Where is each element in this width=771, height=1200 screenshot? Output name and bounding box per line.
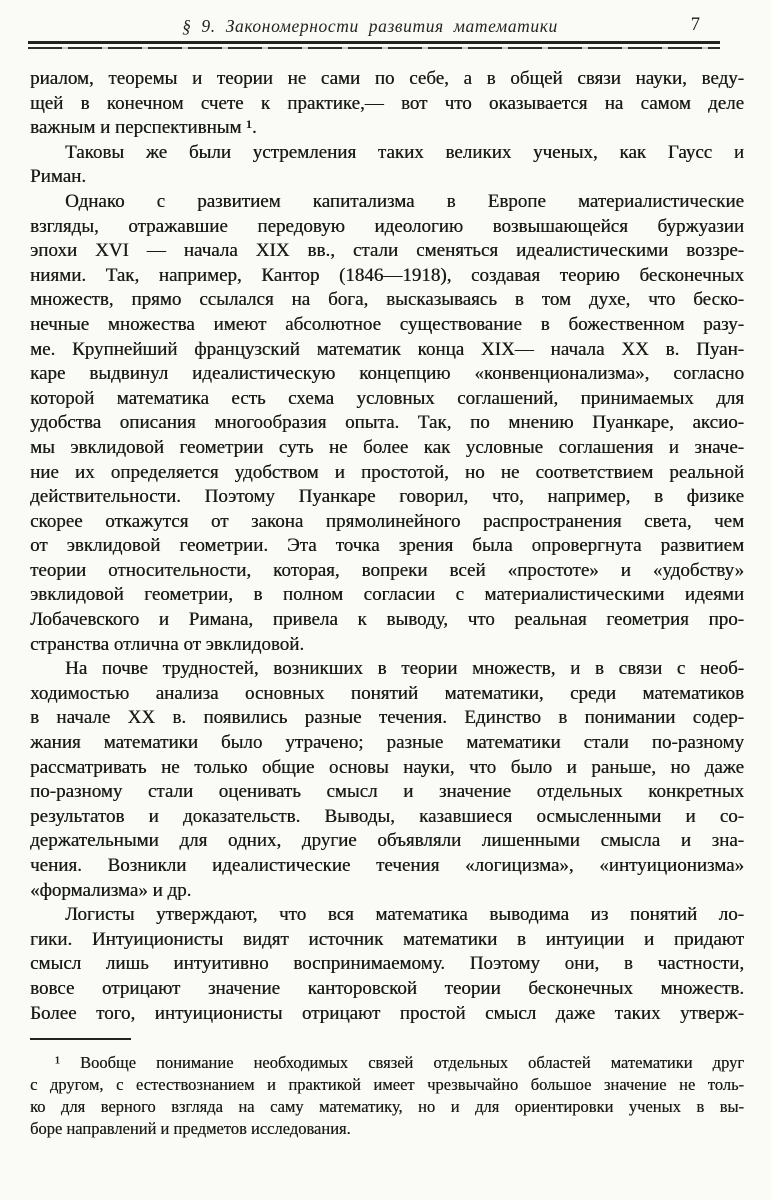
text-line: в начале XX в. появились разные течения. Единство в понимании содер- — [30, 707, 744, 729]
text-line: эвклидовой геометрии, в полном согласии с материалистическими идеями — [30, 584, 744, 606]
text-line: от эвклидовой геометрии. Эта точка зрения была опровергнута развитием — [30, 535, 744, 557]
header-rule-top — [28, 41, 720, 44]
text-line: взгляды, отражавшие передовую идеологию возвышающейся буржуазии — [30, 215, 744, 237]
text-line: по-разному стали оценивать смысл и значение отдельных конкретных — [30, 781, 744, 803]
text-line: рассматривать не только общие основы науки, что было и раньше, но даже — [30, 756, 744, 778]
text-line: ниями. Так, например, Кантор (1846—1918), создавая теорию бесконечных — [30, 264, 744, 286]
text-line: «формализма» и др. — [30, 879, 192, 901]
text-line: теории относительности, которая, вопреки всей «простоте» и «удобству» — [30, 559, 744, 581]
text-line: важным и перспективным ¹. — [30, 117, 257, 139]
text-line: Однако с развитием капитализма в Европе материалистические — [65, 190, 744, 212]
text-line: Логисты утверждают, что вся математика выводима из понятий ло- — [65, 904, 744, 926]
text-line: гики. Интуиционисты видят источник математики в интуиции и придают — [30, 928, 744, 950]
text-line: чения. Возникли идеалистические течения «логицизма», «интуиционизма» — [30, 855, 744, 876]
text-line: удобства описания многообразия опыта. Так, по мнению Пуанкаре, аксио- — [30, 412, 744, 434]
text-line: риалом, теоремы и теории не сами по себе, а в общей связи науки, веду- — [30, 68, 744, 89]
text-line: странства отлична от эвклидовой. — [30, 633, 305, 655]
text-line: эпохи XVI — начала XIX вв., стали сменяться идеалистическими воззре- — [30, 240, 744, 262]
text-line: результатов и доказательств. Выводы, казавшиеся осмысленными и со- — [30, 805, 744, 827]
text-line: На почве трудностей, возникших в теории множеств, и в связи с необ- — [65, 658, 744, 680]
text-line: ¹ Вообще понимание необходимых связей отдельных областей математики друг — [55, 1053, 744, 1072]
text-line: нечные множества имеют абсолютное существование в божественном разу- — [30, 313, 744, 335]
text-line: Лобачевского и Римана, привела к выводу, что реальная геометрия про- — [30, 609, 744, 631]
text-line: ние их определяется удобством и простотой, но не соответствием реальной — [30, 461, 744, 483]
text-line: с другом, с естествознанием и практикой имеет чрезвычайно большое значение не толь- — [30, 1075, 744, 1094]
text-line: смысл лишь интуитивно воспринимаемому. Поэтому они, в частности, — [30, 953, 744, 975]
text-line: каре выдвинул идеалистическую концепцию «конвенционализма», согласно — [30, 363, 744, 385]
text-line: боре направлений и предметов исследования. — [30, 1119, 351, 1138]
page-number: 7 — [690, 15, 700, 35]
text-line: вовсе отрицают значение канторовской теории бесконечных множеств. — [30, 977, 744, 999]
text-line: ходимостью анализа основных понятий математики, среди математиков — [30, 682, 744, 704]
section-heading: § 9. Закономерности развития математики — [182, 16, 558, 36]
footnote-separator — [30, 1038, 131, 1040]
text-line: держательными для одних, другие объявляли лишенными смысла и зна- — [30, 830, 744, 852]
text-line: щей в конечном счете к практике,— вот что оказывается на самом деле — [30, 92, 744, 114]
text-line: действительности. Поэтому Пуанкаре говорил, что, например, в физике — [30, 486, 744, 508]
text-line: мы эвклидовой геометрии суть не более как условные соглашения и значе- — [30, 436, 744, 458]
text-line: множеств, прямо ссылался на бога, высказываясь в том духе, что беско- — [30, 289, 744, 311]
text-line: жания математики было утрачено; разные математики стали по-разному — [30, 732, 744, 754]
footnote-text — [30, 1052, 744, 1140]
header-rule-bottom — [28, 47, 720, 49]
text-line: скорее откажутся от закона прямолинейного распространения света, чем — [30, 510, 744, 532]
text-line: Таковы же были устремления таких великих ученых, как Гаусс и — [65, 141, 744, 163]
body-text — [30, 67, 744, 1026]
text-line: Более того, интуиционисты отрицают простой смысл даже таких утверж- — [30, 1002, 744, 1024]
text-line: Риман. — [30, 166, 86, 188]
text-line: ко для верного взгляда на саму математику, но и для ориентировки ученых в вы- — [30, 1097, 744, 1116]
text-line: которой математика есть схема условных соглашений, принимаемых для — [30, 387, 744, 409]
text-line: ме. Крупнейший французский математик конца XIX— начала XX в. Пуан- — [30, 338, 744, 360]
